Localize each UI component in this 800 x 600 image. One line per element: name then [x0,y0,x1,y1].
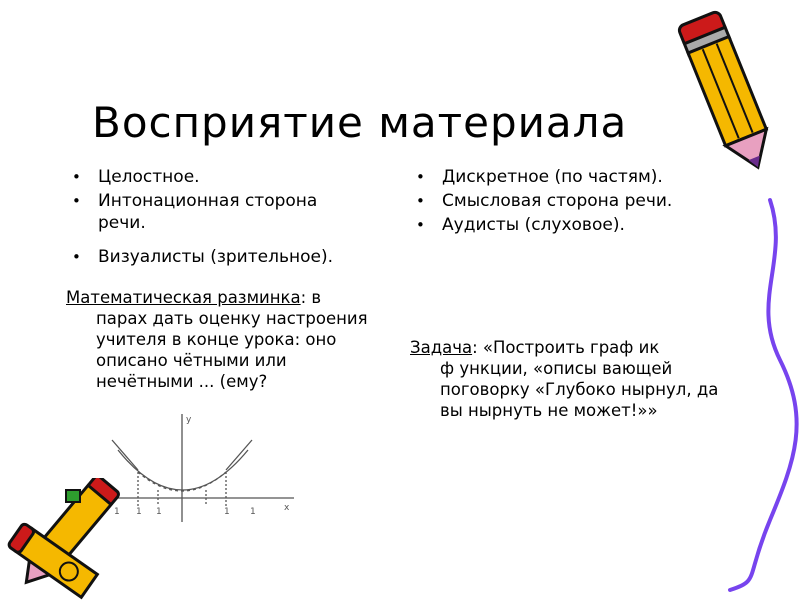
pencil-icon [0,478,140,600]
y-axis-label: y [186,415,192,425]
warmup-text: парах дать оценку настроения учителя в конце урока: оно описано чётными или нечётными ... (ему? [96,309,368,391]
tangent-line-left [112,440,138,470]
list-item: • Смысловая сторона речи. [412,190,712,212]
list-item: • Интонационная сторона речи. [68,190,368,234]
problem-label: Задача [410,338,473,357]
tick-label: 1 [250,507,256,517]
warmup-task [66,287,378,392]
decorative-swirl [700,160,800,600]
pencil-icon [665,0,795,180]
tick-label: 1 [224,507,230,517]
list-item: • Аудисты (слуховое). [412,214,712,236]
tick-label: 1 [156,507,162,517]
problem-task [410,337,720,421]
tick-label: 1 [136,507,142,517]
tick-label: 1 [114,507,120,517]
slide-title: Восприятие материала [92,98,628,147]
tangent-line-right [226,440,252,470]
problem-text-start: : «Построить граф ик [472,338,660,357]
left-bullet-list [68,166,368,270]
list-item: • Дискретное (по частям). [412,166,712,188]
list-item: • Целостное. [68,166,368,188]
x-axis-label: x [284,503,290,513]
warmup-label: Математическая разминка [66,288,301,307]
problem-text: ф ункции, «описы вающей поговорку «Глубоко нырнул, да вы нырнуть не может!»» [440,359,719,420]
warmup-text-start: : в [300,288,322,307]
list-item: • Визуалисты (зрительное). [68,246,368,268]
